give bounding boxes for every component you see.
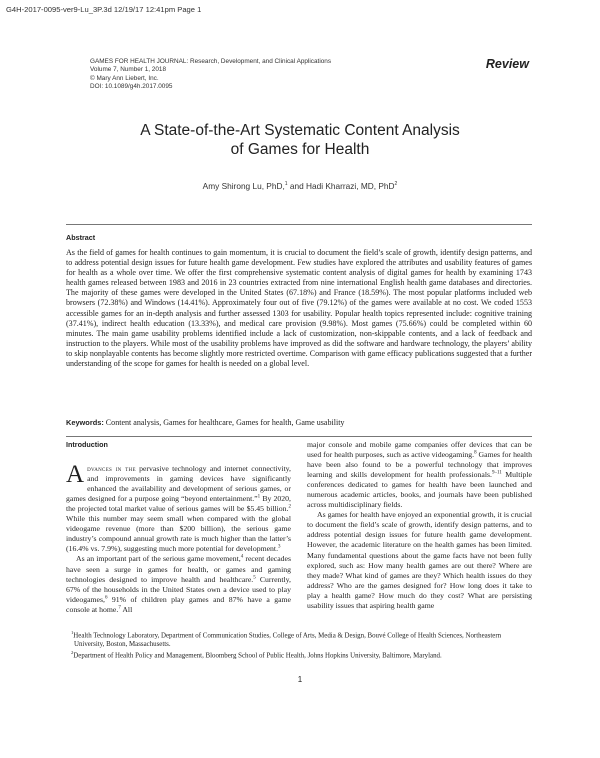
intro-p2-text-d: 91% of children play games and 87% have a game console at home. [66, 594, 291, 614]
footnote-1-text: Health Technology Laboratory, Department of Communication Studies, College of Arts, Media & Design, Bouvé College of Health Sciences, Northeastern University, Boston, Massachusetts. [73, 632, 502, 648]
section-heading-introduction: Introduction [66, 440, 108, 449]
footnote-2-text: Department of Health Policy and Management, Bloomberg School of Public Health, Johns Hopkins University, Baltimore, Maryland. [73, 652, 442, 660]
citation: 5 [253, 574, 256, 580]
keywords [66, 418, 532, 428]
citation: 7 [118, 605, 121, 611]
author-1-affiliation: 1 [284, 181, 288, 188]
footnote-1-marker: 1 [71, 630, 74, 635]
right-paragraph-2: As games for health have enjoyed an exponential growth, it is crucial to document the field’s scale of growth, identify design patterns, and to address potential design issues for future health game development. However, the academic literature on the health games has been limited. Many fundamental questions about the game facts have not been fully explored, such as: How many health games are out there? Where are they made? What kind of games are they? Which health issues do they address? Who are the games designed for? How long does it take to play a health game? How much do they cost? What are persisting usability issues that aspiring health game [307, 510, 532, 610]
intro-paragraph-1 [66, 461, 291, 554]
abstract-bottom-rule [66, 436, 532, 437]
intro-paragraph-2 [66, 554, 291, 614]
body-column-left [66, 440, 291, 615]
journal-volume: Volume 7, Number 1, 2018 [90, 66, 167, 74]
footnote-2 [66, 649, 532, 661]
citation: 3 [278, 544, 281, 550]
journal-info [90, 58, 331, 92]
proof-header: G4H-2017-0095-ver9-Lu_3P.3d 12/19/17 12:41pm Page 1 [6, 5, 202, 14]
right-p1-text-a: major console and mobile game companies offer devices that can be used for health purposes, such as active videogaming. [307, 440, 532, 460]
citation: 8 [474, 450, 477, 456]
intro-p1-text-b: By 2020, the projected total market value of serious games will be $5.45 billion. [66, 494, 291, 514]
right-p1-text-b: Games for health have been also found to be a powerful technology that improves learning and skills development for health professionals. [307, 450, 533, 480]
affiliation-footnotes [66, 629, 532, 661]
author-2-affiliation: 2 [394, 181, 398, 188]
intro-p1-text-a: pervasive technology and internet connectivity, and improvements in gaming devices have significantly enhanced the availability and development of serious games, or games designed for a purpose going “beyond entertainment.” [66, 464, 291, 504]
citation: 1 [257, 494, 261, 500]
abstract-heading: Abstract [66, 233, 96, 242]
title-line-2: of Games for Health [230, 141, 370, 158]
journal-doi: DOI: 10.1089/g4h.2017.0095 [90, 83, 173, 91]
intro-p2-text-b: recent decades have seen a surge in games for health, or games and gaming technologies designed to improve health and healthcare. [66, 554, 291, 584]
citation: 4 [240, 554, 244, 560]
title-line-1: A State-of-the-Art Systematic Content Analysis [140, 122, 460, 139]
page-number: 1 [297, 675, 303, 684]
intro-p1-text-c: While this number may seem small when compared with the global videogame revenue (more than $200 billion), the serious game industry’s compound annual growth rate is much higher than the latter’s (16.4% vs. 7.9%), suggesting much more potential for development. [66, 514, 291, 554]
intro-p2-text-a: As an important part of the serious game movement, [76, 554, 241, 564]
lead-in-smallcaps: dvances in the [87, 464, 136, 474]
citation: 9–11 [491, 470, 502, 476]
right-paragraph-1 [307, 440, 532, 510]
citation: 2 [288, 504, 291, 510]
journal-copyright: © Mary Ann Liebert, Inc. [90, 74, 159, 82]
drop-cap: A [66, 461, 85, 489]
author-list [90, 181, 510, 191]
keywords-label: Keywords: [66, 418, 104, 427]
article-title [90, 121, 510, 159]
abstract-top-rule [66, 224, 532, 225]
intro-p2-text-c: Currently, 67% of the households in the United States own a device used to play videogames, [66, 574, 291, 604]
keywords-text: Content analysis, Games for healthcare, Games for health, Game usability [103, 418, 345, 427]
footnote-2-marker: 2 [71, 650, 74, 656]
journal-name: GAMES FOR HEALTH JOURNAL: Research, Development, and Clinical Applications [90, 58, 332, 65]
right-p1-text-c: Multiple conferences dedicated to games for health have been launched and numerous academic articles, books, and journals have been published across multidisciplinary fields. [307, 470, 532, 510]
footnote-1 [66, 629, 532, 649]
intro-p2-text-e: All [120, 604, 133, 614]
citation: 6 [104, 595, 108, 601]
body-column-right [307, 440, 532, 611]
author-1: Amy Shirong Lu, PhD, [202, 181, 285, 191]
section-label: Review [485, 57, 529, 71]
abstract-text: As the field of games for health continues to gain momentum, it is crucial to document the field’s scale of growth, identify design patterns, and to address potential design issues for future health game development. Few studies have explored the attributes and usability features of games for health as a whole over time. We offer the first comprehensive systematic content analysis of digital games for health by examining 1743 health games released between 1983 and 2016 in 23 countries extracted from nine international English health game databases and directories. The majority of these games were developed in the United States (67.18%) and France (18.59%). The most popular platforms included web browsers (72.38%) and Windows (14.41%). Approximately four out of five (79.12%) of the games were available at no cost. We coded 1553 accessible games for an in-depth analysis and further assessed 1303 for usability. Popular health topics represented include: cognitive training (37.41%), indirect health education (13.33%), and medical care provision (9.98%). Most games (75.66%) could be completed within 60 minutes. The main game usability problems identified include a lack of customization, non-skippable contents, and a lack of feedback and instruction to the players. While most of the usability problems have improved as did the software and hardware technology, the players’ ability to skip nonplayable contents has become slightly more restricted overtime. Comparison with game efficacy publications suggested that a further understanding of the scope for games for health is needed on a global level. [66, 248, 532, 369]
author-2: Hadi Kharrazi, MD, PhD [306, 181, 395, 191]
author-conjunction: and [287, 181, 307, 191]
